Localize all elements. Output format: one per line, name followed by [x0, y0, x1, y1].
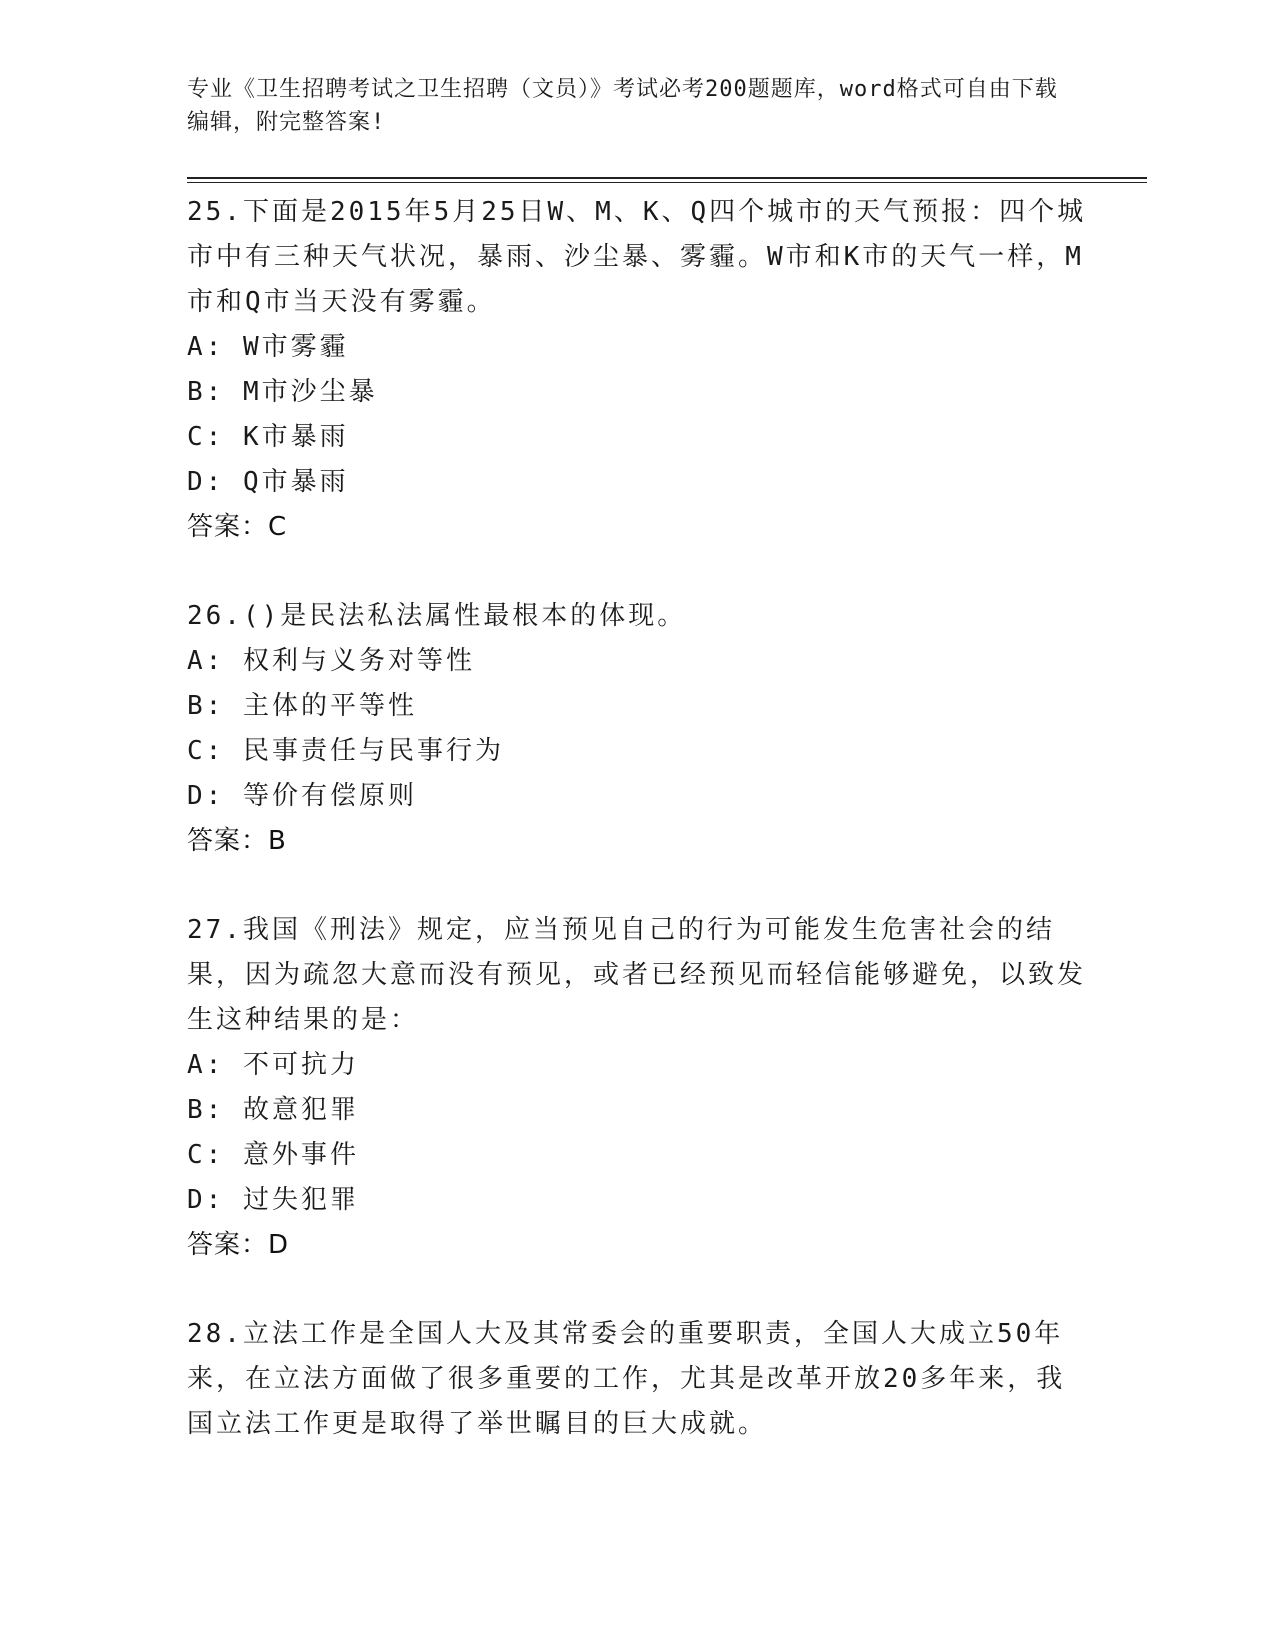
question-28: [187, 1312, 1087, 1447]
option-c: C: K市暴雨: [187, 422, 349, 452]
question-27: [187, 908, 1087, 1268]
header-divider-thick: [187, 177, 1147, 179]
question-list: [187, 190, 1087, 1491]
option-c: C: 民事责任与民事行为: [187, 736, 504, 766]
question-text: 27.我国《刑法》规定，应当预见自己的行为可能发生危害社会的结果，因为疏忽大意而没有预见，或者已经预见而轻信能够避免，以致发生这种结果的是：: [187, 915, 1087, 1035]
header-divider-thin: [187, 182, 1147, 183]
document-header: 专业《卫生招聘考试之卫生招聘（文员）》考试必考200题题库，word格式可自由下载编辑，附完整答案!: [187, 77, 1058, 135]
option-d: D: 过失犯罪: [187, 1185, 359, 1215]
option-d: D: Q市暴雨: [187, 467, 349, 497]
answer-label: 答案：C: [187, 512, 288, 542]
question-text: 25.下面是2015年5月25日W、M、K、Q四个城市的天气预报：四个城市中有三种天气状况，暴雨、沙尘暴、雾霾。W市和K市的天气一样，M市和Q市当天没有雾霾。: [187, 197, 1087, 317]
answer-label: 答案：B: [187, 826, 287, 856]
option-b: B: 故意犯罪: [187, 1095, 359, 1125]
option-b: B: M市沙尘暴: [187, 377, 378, 407]
question-text: 28.立法工作是全国人大及其常委会的重要职责，全国人大成立50年来，在立法方面做了很多重要的工作，尤其是改革开放20多年来，我国立法工作更是取得了举世瞩目的巨大成就。: [187, 1319, 1066, 1439]
option-c: C: 意外事件: [187, 1140, 359, 1170]
option-a: A: 不可抗力: [187, 1050, 359, 1080]
option-d: D: 等价有偿原则: [187, 781, 417, 811]
option-b: B: 主体的平等性: [187, 691, 417, 721]
option-a: A: 权利与义务对等性: [187, 646, 475, 676]
answer-label: 答案：D: [187, 1230, 290, 1260]
question-text: 26.()是民法私法属性最根本的体现。: [187, 601, 687, 631]
option-a: A: W市雾霾: [187, 332, 349, 362]
question-25: [187, 190, 1087, 550]
question-26: [187, 594, 1087, 864]
